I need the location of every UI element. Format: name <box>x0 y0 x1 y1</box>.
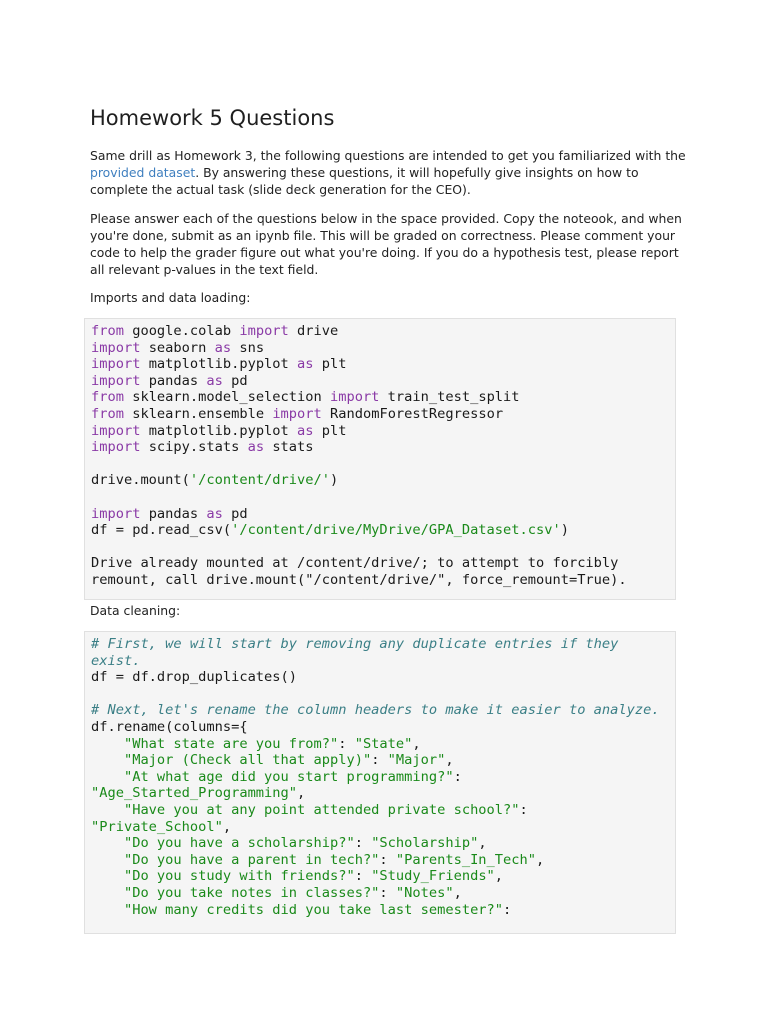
code-line <box>91 389 675 406</box>
intro-text-1: Same drill as Homework 3, the following questions are intended to get you familiarized with the <box>90 148 686 163</box>
code-text: : <box>503 901 512 918</box>
keyword: import <box>91 356 141 373</box>
code-text: ) <box>560 522 569 539</box>
string-literal: "Study_Friends" <box>371 868 495 885</box>
code-text: : <box>519 801 528 818</box>
code-text: : <box>338 735 355 752</box>
string-literal: '/content/drive/' <box>189 472 330 489</box>
code-comment: # Next, let's rename the column headers to make it easier to analyze. <box>91 702 660 719</box>
string-literal: "Notes" <box>395 884 454 901</box>
keyword: as <box>247 439 265 456</box>
code-text: df = pd.read_csv( <box>91 522 232 539</box>
string-literal: "Scholarship" <box>371 835 479 852</box>
code-line <box>91 852 675 869</box>
keyword: from <box>91 323 124 339</box>
code-line <box>91 373 675 390</box>
code-line <box>91 323 675 340</box>
keyword: import <box>91 439 141 456</box>
code-text: plt <box>313 356 347 373</box>
code-cell-cleaning[interactable] <box>84 631 676 934</box>
keyword: from <box>91 389 124 406</box>
code-line <box>91 819 675 836</box>
code-text: pandas <box>140 505 207 522</box>
blank-line <box>91 686 675 703</box>
string-literal: "Major (Check all that apply)" <box>91 752 372 769</box>
keyword: as <box>297 422 314 439</box>
keyword: import <box>91 339 141 356</box>
code-text: , <box>478 835 487 852</box>
keyword: import <box>239 323 289 339</box>
code-text: plt <box>313 422 347 439</box>
string-literal: "Have you at any point attended private school?" <box>91 801 520 818</box>
code-line <box>91 522 675 539</box>
code-text: , <box>536 851 545 868</box>
code-line <box>91 736 675 753</box>
string-literal: "What state are you from?" <box>91 735 339 752</box>
code-text: : <box>379 851 396 868</box>
string-literal: "At what age did you start programming?" <box>91 768 454 785</box>
code-line <box>91 356 675 373</box>
code-line <box>91 835 675 852</box>
code-text: pandas <box>140 372 207 389</box>
code-line <box>91 340 675 357</box>
code-text: sns <box>231 339 265 356</box>
code-text: sklearn.model_selection <box>123 389 330 406</box>
code-line <box>91 406 675 423</box>
code-text: seaborn <box>140 339 215 356</box>
blank-line <box>91 539 675 556</box>
keyword: import <box>91 372 141 389</box>
code-text: matplotlib.pyplot <box>140 356 298 373</box>
code-line <box>91 868 675 885</box>
code-text: pd <box>222 505 248 522</box>
code-text: ) <box>329 472 339 489</box>
code-text: , <box>445 752 454 769</box>
keyword: import <box>329 389 380 406</box>
code-line <box>91 506 675 523</box>
keyword: as <box>206 372 223 389</box>
code-line <box>91 439 675 456</box>
keyword: as <box>206 505 223 522</box>
code-line: df.rename(columns={ <box>91 718 248 735</box>
string-literal: "How many credits did you take last semester?" <box>91 901 504 918</box>
blank-line <box>91 456 675 473</box>
code-line <box>91 752 675 769</box>
keyword: import <box>272 405 322 422</box>
code-comment: exist. <box>91 652 141 669</box>
code-line <box>91 423 675 440</box>
cleaning-label: Data cleaning: <box>90 603 181 618</box>
string-literal: "Parents_In_Tech" <box>395 851 536 868</box>
code-line <box>91 785 675 802</box>
code-line <box>91 885 675 902</box>
string-literal: "State" <box>354 735 413 752</box>
code-text: , <box>222 818 232 835</box>
keyword: import <box>91 505 141 522</box>
code-text: , <box>412 735 421 752</box>
code-text: matplotlib.pyplot <box>140 422 298 439</box>
code-text: scipy.stats <box>140 439 248 456</box>
string-literal: "Do you study with friends?" <box>91 868 355 885</box>
keyword: from <box>91 405 124 422</box>
code-text: : <box>379 884 396 901</box>
code-line: df = df.drop_duplicates() <box>91 669 298 686</box>
code-cell-imports[interactable] <box>84 318 676 600</box>
code-line <box>91 902 675 919</box>
code-text: , <box>494 868 504 885</box>
cell-output-line: remount, call drive.mount("/content/drive/", force_remount=True). <box>91 571 627 588</box>
code-text: : <box>354 868 372 885</box>
provided-dataset-link[interactable]: provided dataset <box>90 165 196 180</box>
keyword: as <box>214 339 232 356</box>
cell-output-line: Drive already mounted at /content/drive/; to attempt to forcibly <box>91 555 619 572</box>
code-text: stats <box>264 439 314 456</box>
imports-label: Imports and data loading: <box>90 290 251 305</box>
code-text: drive.mount( <box>91 472 190 489</box>
code-comment: # First, we will start by removing any duplicate entries if they <box>91 636 619 652</box>
code-text: sklearn.ensemble <box>123 405 273 422</box>
string-literal: "Age_Started_Programming" <box>91 785 298 802</box>
code-line <box>91 802 675 819</box>
keyword: import <box>91 422 141 439</box>
code-line <box>91 472 675 489</box>
code-text: , <box>453 884 462 901</box>
string-literal: "Do you have a parent in tech?" <box>91 851 380 868</box>
code-text: RandomForestRegressor <box>321 405 504 422</box>
string-literal: "Do you have a scholarship?" <box>91 835 355 852</box>
code-line <box>91 769 675 786</box>
code-text: drive <box>288 323 339 339</box>
intro-paragraph <box>90 147 690 198</box>
string-literal: "Private_School" <box>91 818 223 835</box>
page-title: Homework 5 Questions <box>90 106 335 130</box>
intro-text-2: . By answering these questions, it will hopefully give insights on how to complete the actual task (slide deck generation for the CEO). <box>90 165 639 197</box>
code-text: google.colab <box>123 323 240 339</box>
string-literal: '/content/drive/MyDrive/GPA_Dataset.csv' <box>231 522 561 539</box>
string-literal: "Do you take notes in classes?" <box>91 884 380 901</box>
instructions-paragraph: Please answer each of the questions below in the space provided. Copy the noteook, and when you're done, submit as an ipynb file. This will be graded on correctness. Please comment your code to help the grader figure out what you're doing. If you do a hypothesis test, please report all relevant p-values in the text field. <box>90 211 682 277</box>
blank-line <box>91 489 675 506</box>
keyword: as <box>297 356 314 373</box>
code-text: : <box>371 752 388 769</box>
code-text: , <box>297 785 306 802</box>
string-literal: "Major" <box>387 752 446 769</box>
code-text: : <box>453 768 462 785</box>
code-text: : <box>354 835 372 852</box>
code-text: train_test_split <box>379 389 520 406</box>
code-text: pd <box>222 372 248 389</box>
